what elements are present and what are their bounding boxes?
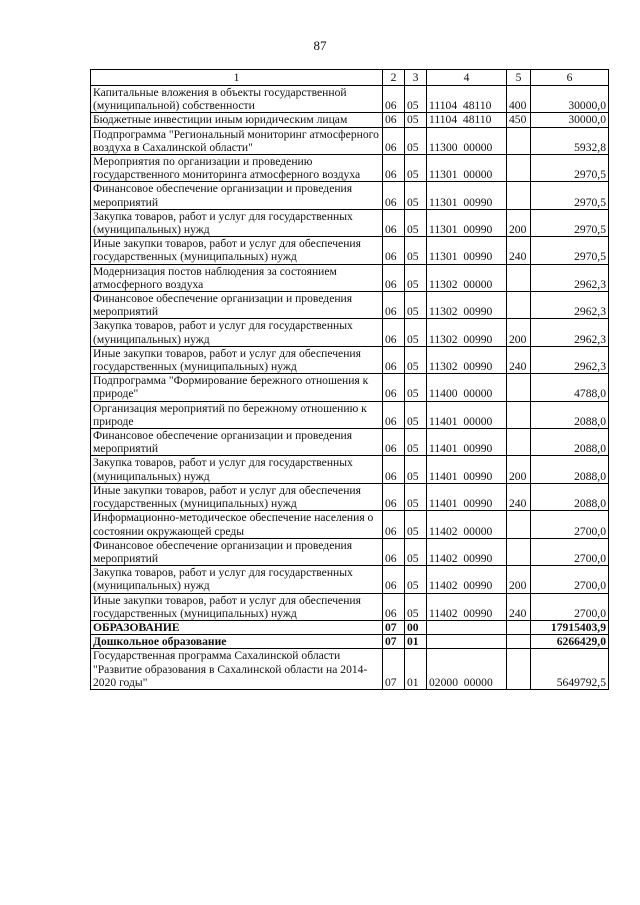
row-expense-type-cell: 450: [507, 113, 531, 127]
row-subsection-cell: 00: [405, 620, 427, 634]
row-target-article-cell: 11402 00000: [427, 511, 507, 538]
row-amount-cell: 5649792,5: [531, 649, 609, 690]
table-row: [91, 635, 609, 649]
row-amount-cell: 2088,0: [531, 456, 609, 483]
table-row: [91, 127, 609, 154]
row-expense-type-cell: [507, 182, 531, 209]
row-target-article-cell: 11400 00000: [427, 374, 507, 401]
row-section-cell: 06: [383, 127, 405, 154]
row-amount-cell: 30000,0: [531, 113, 609, 127]
row-subsection-cell: 05: [405, 127, 427, 154]
row-name-cell: Информационно-методическое обеспечение населения о состоянии окружающей среды: [91, 511, 383, 538]
row-amount-cell: 2700,0: [531, 566, 609, 593]
row-expense-type-cell: 240: [507, 237, 531, 264]
row-section-cell: 06: [383, 593, 405, 620]
row-section-cell: 06: [383, 237, 405, 264]
row-subsection-cell: 05: [405, 237, 427, 264]
row-section-cell: 07: [383, 620, 405, 634]
row-target-article-cell: 11104 48110: [427, 86, 507, 113]
row-target-article-cell: 11401 00000: [427, 401, 507, 428]
row-amount-cell: 2088,0: [531, 401, 609, 428]
table-row: [91, 649, 609, 690]
row-expense-type-cell: 240: [507, 346, 531, 373]
row-subsection-cell: 05: [405, 264, 427, 291]
row-subsection-cell: 05: [405, 483, 427, 510]
row-name-cell: Закупка товаров, работ и услуг для государственных (муниципальных) нужд: [91, 319, 383, 346]
row-amount-cell: 2970,5: [531, 155, 609, 182]
row-target-article-cell: [427, 620, 507, 634]
row-subsection-cell: 05: [405, 155, 427, 182]
row-target-article-cell: 11401 00990: [427, 456, 507, 483]
row-subsection-cell: 05: [405, 346, 427, 373]
row-target-article-cell: 11104 48110: [427, 113, 507, 127]
row-name-cell: Закупка товаров, работ и услуг для государственных (муниципальных) нужд: [91, 456, 383, 483]
row-target-article-cell: 11301 00990: [427, 182, 507, 209]
row-expense-type-cell: [507, 264, 531, 291]
row-name-cell: Финансовое обеспечение организации и проведения мероприятий: [91, 429, 383, 456]
col-header-sum: 6: [531, 70, 609, 86]
row-target-article-cell: 11302 00990: [427, 346, 507, 373]
row-section-cell: 06: [383, 483, 405, 510]
row-section-cell: 06: [383, 86, 405, 113]
row-name-cell: Иные закупки товаров, работ и услуг для обеспечения государственных (муниципальных) нужд: [91, 237, 383, 264]
row-expense-type-cell: [507, 620, 531, 634]
row-expense-type-cell: [507, 538, 531, 565]
row-expense-type-cell: 240: [507, 593, 531, 620]
col-header-vr: 5: [507, 70, 531, 86]
col-header-pr: 3: [405, 70, 427, 86]
table-row: [91, 483, 609, 510]
row-section-cell: 06: [383, 264, 405, 291]
row-subsection-cell: 05: [405, 593, 427, 620]
row-amount-cell: 4788,0: [531, 374, 609, 401]
row-expense-type-cell: 200: [507, 566, 531, 593]
table-row: [91, 456, 609, 483]
row-amount-cell: 6266429,0: [531, 635, 609, 649]
row-subsection-cell: 05: [405, 456, 427, 483]
row-section-cell: 07: [383, 649, 405, 690]
row-subsection-cell: 05: [405, 511, 427, 538]
row-section-cell: 06: [383, 566, 405, 593]
row-amount-cell: 2962,3: [531, 346, 609, 373]
row-amount-cell: 2970,5: [531, 209, 609, 236]
row-subsection-cell: 01: [405, 649, 427, 690]
row-target-article-cell: 11302 00990: [427, 319, 507, 346]
row-name-cell: Иные закупки товаров, работ и услуг для обеспечения государственных (муниципальных) нужд: [91, 593, 383, 620]
row-name-cell: Мероприятия по организации и проведению государственного мониторинга атмосферного воздуха: [91, 155, 383, 182]
row-section-cell: 06: [383, 374, 405, 401]
row-expense-type-cell: 200: [507, 319, 531, 346]
row-amount-cell: 2088,0: [531, 429, 609, 456]
row-amount-cell: 2970,5: [531, 237, 609, 264]
row-section-cell: 06: [383, 538, 405, 565]
row-target-article-cell: 11401 00990: [427, 483, 507, 510]
row-target-article-cell: [427, 635, 507, 649]
row-name-cell: Капитальные вложения в объекты государственной (муниципальной) собственности: [91, 86, 383, 113]
row-target-article-cell: 02000 00000: [427, 649, 507, 690]
row-subsection-cell: 05: [405, 401, 427, 428]
row-expense-type-cell: 200: [507, 456, 531, 483]
row-target-article-cell: 11301 00000: [427, 155, 507, 182]
row-section-cell: 06: [383, 429, 405, 456]
row-section-cell: 06: [383, 401, 405, 428]
table-row: [91, 401, 609, 428]
col-header-name: 1: [91, 70, 383, 86]
row-name-cell: Бюджетные инвестиции иным юридическим лицам: [91, 113, 383, 127]
table-row: [91, 429, 609, 456]
table-row: [91, 620, 609, 634]
table-row: [91, 319, 609, 346]
row-amount-cell: 17915403,9: [531, 620, 609, 634]
row-amount-cell: 2700,0: [531, 538, 609, 565]
row-amount-cell: 2700,0: [531, 511, 609, 538]
row-subsection-cell: 05: [405, 182, 427, 209]
row-target-article-cell: 11301 00990: [427, 237, 507, 264]
row-section-cell: 06: [383, 113, 405, 127]
row-subsection-cell: 05: [405, 319, 427, 346]
row-expense-type-cell: [507, 649, 531, 690]
table-row: [91, 113, 609, 127]
row-name-cell: Подпрограмма "Формирование бережного отношения к природе": [91, 374, 383, 401]
row-name-cell: Дошкольное образование: [91, 635, 383, 649]
table-row: [91, 86, 609, 113]
row-amount-cell: 2962,3: [531, 319, 609, 346]
row-name-cell: Подпрограмма "Региональный мониторинг атмосферного воздуха в Сахалинской области": [91, 127, 383, 154]
row-subsection-cell: 05: [405, 113, 427, 127]
table-row: [91, 182, 609, 209]
row-name-cell: Финансовое обеспечение организации и проведения мероприятий: [91, 538, 383, 565]
header-row: [91, 70, 609, 86]
row-amount-cell: 5932,8: [531, 127, 609, 154]
row-section-cell: 07: [383, 635, 405, 649]
row-section-cell: 06: [383, 182, 405, 209]
row-section-cell: 06: [383, 209, 405, 236]
row-expense-type-cell: [507, 374, 531, 401]
col-header-rz: 2: [383, 70, 405, 86]
budget-table: [90, 69, 609, 690]
row-section-cell: 06: [383, 346, 405, 373]
table-row: [91, 155, 609, 182]
col-header-csr: 4: [427, 70, 507, 86]
row-section-cell: 06: [383, 292, 405, 319]
row-subsection-cell: 05: [405, 209, 427, 236]
row-expense-type-cell: [507, 635, 531, 649]
row-name-cell: Финансовое обеспечение организации и проведения мероприятий: [91, 182, 383, 209]
row-target-article-cell: 11401 00990: [427, 429, 507, 456]
table-row: [91, 292, 609, 319]
row-name-cell: Иные закупки товаров, работ и услуг для обеспечения государственных (муниципальных) нужд: [91, 346, 383, 373]
row-name-cell: Иные закупки товаров, работ и услуг для обеспечения государственных (муниципальных) нужд: [91, 483, 383, 510]
row-amount-cell: 2700,0: [531, 593, 609, 620]
row-target-article-cell: 11402 00990: [427, 593, 507, 620]
row-section-cell: 06: [383, 511, 405, 538]
row-expense-type-cell: [507, 127, 531, 154]
row-subsection-cell: 05: [405, 86, 427, 113]
row-expense-type-cell: [507, 401, 531, 428]
row-subsection-cell: 05: [405, 292, 427, 319]
table-row: [91, 374, 609, 401]
row-name-cell: Финансовое обеспечение организации и проведения мероприятий: [91, 292, 383, 319]
row-expense-type-cell: [507, 429, 531, 456]
table-row: [91, 593, 609, 620]
table-row: [91, 209, 609, 236]
row-amount-cell: 2962,3: [531, 292, 609, 319]
row-expense-type-cell: 240: [507, 483, 531, 510]
table-row: [91, 566, 609, 593]
row-target-article-cell: 11302 00000: [427, 264, 507, 291]
row-target-article-cell: 11301 00990: [427, 209, 507, 236]
row-name-cell: Модернизация постов наблюдения за состоянием атмосферного воздуха: [91, 264, 383, 291]
row-expense-type-cell: [507, 511, 531, 538]
row-subsection-cell: 05: [405, 429, 427, 456]
table-row: [91, 237, 609, 264]
table-row: [91, 264, 609, 291]
row-amount-cell: 2970,5: [531, 182, 609, 209]
table-row: [91, 538, 609, 565]
row-expense-type-cell: [507, 292, 531, 319]
row-section-cell: 06: [383, 319, 405, 346]
table-row: [91, 511, 609, 538]
row-subsection-cell: 05: [405, 538, 427, 565]
row-subsection-cell: 05: [405, 374, 427, 401]
page-number: 87: [313, 38, 327, 53]
row-name-cell: ОБРАЗОВАНИЕ: [91, 620, 383, 634]
row-target-article-cell: 11300 00000: [427, 127, 507, 154]
row-subsection-cell: 01: [405, 635, 427, 649]
row-section-cell: 06: [383, 456, 405, 483]
row-name-cell: Закупка товаров, работ и услуг для государственных (муниципальных) нужд: [91, 209, 383, 236]
row-section-cell: 06: [383, 155, 405, 182]
row-amount-cell: 2962,3: [531, 264, 609, 291]
row-name-cell: Организация мероприятий по бережному отношению к природе: [91, 401, 383, 428]
table-row: [91, 346, 609, 373]
row-expense-type-cell: 200: [507, 209, 531, 236]
row-target-article-cell: 11402 00990: [427, 566, 507, 593]
row-amount-cell: 2088,0: [531, 483, 609, 510]
row-name-cell: Государственная программа Сахалинской области "Развитие образования в Сахалинской области на 2014-2020 годы": [91, 649, 383, 690]
row-expense-type-cell: 400: [507, 86, 531, 113]
row-target-article-cell: 11402 00990: [427, 538, 507, 565]
row-amount-cell: 30000,0: [531, 86, 609, 113]
row-target-article-cell: 11302 00990: [427, 292, 507, 319]
row-expense-type-cell: [507, 155, 531, 182]
row-name-cell: Закупка товаров, работ и услуг для государственных (муниципальных) нужд: [91, 566, 383, 593]
row-subsection-cell: 05: [405, 566, 427, 593]
